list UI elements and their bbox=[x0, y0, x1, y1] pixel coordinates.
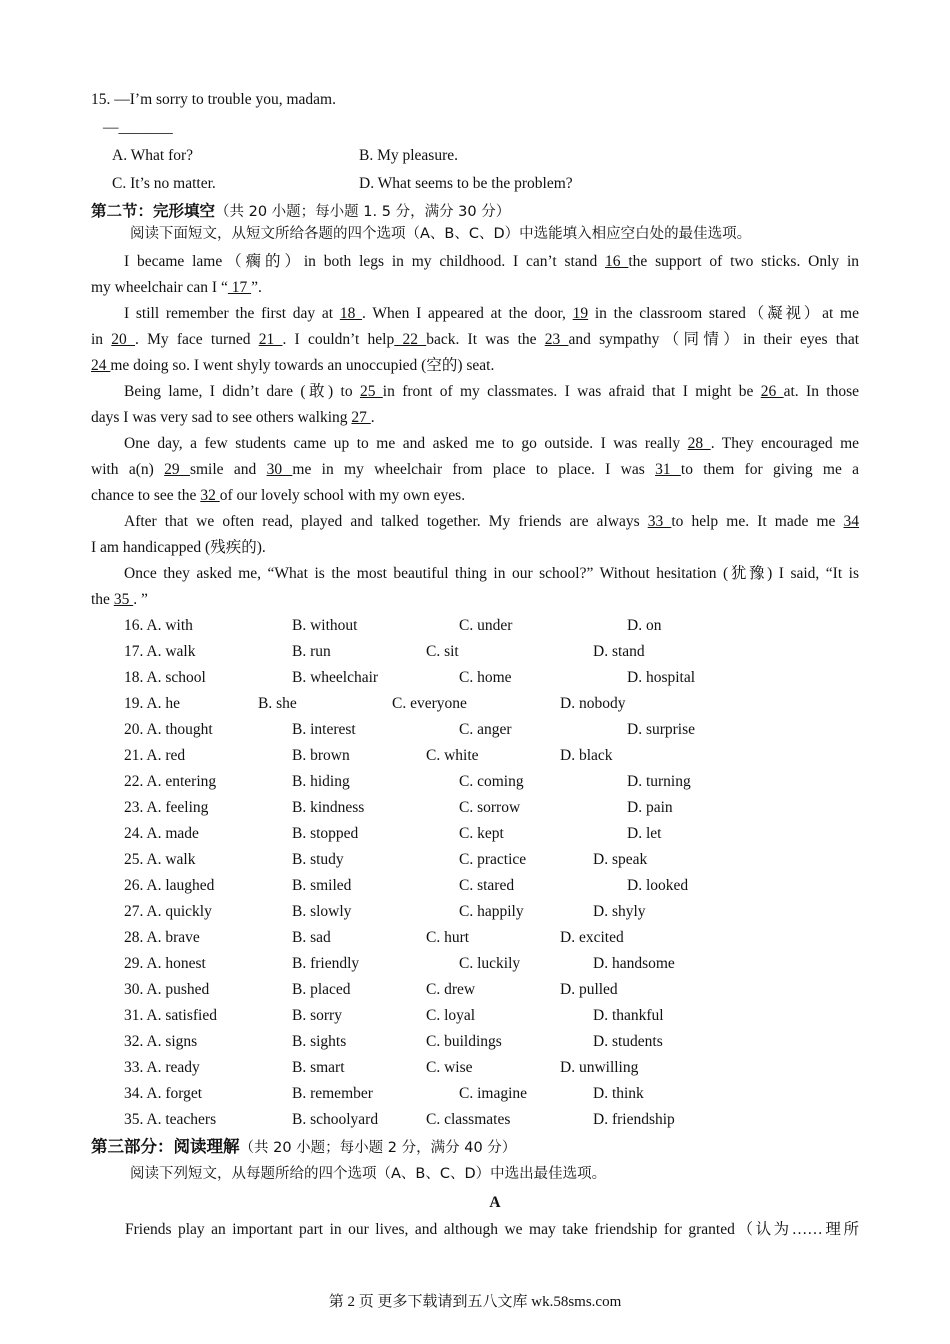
blank-33: 33 bbox=[647, 513, 672, 530]
option-30-c: C. drew bbox=[426, 981, 476, 998]
text: in the classroom stared（凝视）at me bbox=[588, 305, 859, 322]
option-17-b: B. run bbox=[292, 643, 331, 660]
option-29-a: 29. A. honest bbox=[124, 955, 206, 972]
option-34-d: D. think bbox=[593, 1085, 644, 1102]
option-17-d: D. stand bbox=[593, 643, 645, 660]
blank-19: 19 bbox=[572, 305, 589, 322]
text: the bbox=[91, 591, 114, 608]
option-29-c: C. luckily bbox=[459, 955, 521, 972]
blank-25: 25 bbox=[359, 383, 383, 400]
passage-a-heading: A bbox=[489, 1194, 501, 1211]
option-29-d: D. handsome bbox=[593, 955, 675, 972]
blank-31: 31 bbox=[655, 461, 681, 478]
option-24-d: D. let bbox=[627, 825, 662, 842]
option-21-b: B. brown bbox=[292, 747, 350, 764]
passage-p5-line1 bbox=[124, 512, 859, 532]
text: in bbox=[91, 331, 112, 348]
option-19-b: B. she bbox=[258, 695, 297, 712]
option-35-a: 35. A. teachers bbox=[124, 1111, 217, 1128]
option-22-a: 22. A. entering bbox=[124, 773, 217, 790]
text: me doing so. I went shyly towards an unoccupied (空的) seat. bbox=[110, 357, 495, 374]
option-27-d: D. shyly bbox=[593, 903, 646, 920]
option-25-d: D. speak bbox=[593, 851, 648, 868]
text: in front of my classmates. I was afraid that I might be bbox=[382, 383, 761, 400]
part3-header bbox=[91, 1137, 516, 1158]
option-28-a: 28. A. brave bbox=[124, 929, 200, 946]
option-16-a: 16. A. with bbox=[124, 617, 193, 634]
text: my wheelchair can I “ bbox=[91, 279, 228, 296]
blank-24: 24 bbox=[91, 357, 111, 374]
option-25-c: C. practice bbox=[459, 851, 527, 868]
text: . ” bbox=[133, 591, 148, 608]
passage-p4-line3 bbox=[91, 486, 465, 506]
option-20-c: C. anger bbox=[459, 721, 512, 738]
option-23-d: D. pain bbox=[627, 799, 673, 816]
option-35-c: C. classmates bbox=[426, 1111, 511, 1128]
option-33-b: B. smart bbox=[292, 1059, 345, 1076]
passage-p6-line1: Once they asked me, “What is the most beautiful thing in our school?” Without hesitation (犹豫) I said, “It is bbox=[124, 565, 859, 582]
option-27-c: C. happily bbox=[459, 903, 524, 920]
option-30-b: B. placed bbox=[292, 981, 351, 998]
option-19-c: C. everyone bbox=[392, 695, 467, 712]
text: . bbox=[370, 409, 375, 426]
option-28-b: B. sad bbox=[292, 929, 331, 946]
option-34-b: B. remember bbox=[292, 1085, 373, 1102]
text: of our lovely school with my own eyes. bbox=[219, 487, 466, 504]
text: I became lame（瘸的）in both legs in my childhood. I can’t stand bbox=[124, 253, 606, 270]
blank-32: 32 bbox=[200, 487, 220, 504]
section2-score: （共 20 小题；每小题 1. 5 分，满分 30 分） bbox=[215, 204, 511, 220]
blank-20: 20 bbox=[111, 331, 136, 348]
option-35-b: B. schoolyard bbox=[292, 1111, 379, 1128]
option-28-d: D. excited bbox=[560, 929, 624, 946]
text: I still remember the first day at bbox=[124, 305, 340, 322]
text: with a(n) bbox=[91, 461, 165, 478]
option-25-b: B. study bbox=[292, 851, 344, 868]
option-20-b: B. interest bbox=[292, 721, 356, 738]
option-18-d: D. hospital bbox=[627, 669, 696, 686]
option-22-b: B. hiding bbox=[292, 773, 350, 790]
blank-17: 17 bbox=[227, 279, 252, 296]
text: . When I appeared at the door, bbox=[362, 305, 573, 322]
passage-p6-line2 bbox=[91, 590, 148, 610]
option-32-b: B. sights bbox=[292, 1033, 347, 1050]
q15-option-a: A. What for? bbox=[112, 147, 194, 164]
q15-stem: 15. —I’m sorry to trouble you, madam. bbox=[91, 91, 336, 108]
blank-35: 35 bbox=[113, 591, 134, 608]
option-26-b: B. smiled bbox=[292, 877, 352, 894]
option-20-d: D. surprise bbox=[627, 721, 696, 738]
option-35-d: D. friendship bbox=[593, 1111, 675, 1128]
text: smile and bbox=[189, 461, 267, 478]
text: the support of two sticks. Only in bbox=[628, 253, 859, 270]
option-31-c: C. loyal bbox=[426, 1007, 476, 1024]
option-34-c: C. imagine bbox=[459, 1085, 528, 1102]
text: at. In those bbox=[783, 383, 860, 400]
passage-a-line1: Friends play an important part in our lives, and although we may take friendship for granted（认为……理所 bbox=[125, 1221, 859, 1238]
text: After that we often read, played and talked together. My friends are always bbox=[124, 513, 648, 530]
blank-18: 18 bbox=[339, 305, 363, 322]
option-20-a: 20. A. thought bbox=[124, 721, 213, 738]
part3-title: 第三部分：阅读理解 bbox=[91, 1137, 240, 1156]
passage-p1-line1 bbox=[124, 252, 859, 272]
option-19-a: 19. A. he bbox=[124, 695, 180, 712]
option-18-b: B. wheelchair bbox=[292, 669, 379, 686]
option-23-a: 23. A. feeling bbox=[124, 799, 209, 816]
text: . They encouraged me bbox=[710, 435, 860, 452]
option-26-c: C. stared bbox=[459, 877, 515, 894]
option-30-a: 30. A. pushed bbox=[124, 981, 210, 998]
option-30-d: D. pulled bbox=[560, 981, 618, 998]
passage-p2-line2 bbox=[91, 330, 859, 350]
blank-21: 21 bbox=[258, 331, 283, 348]
blank-29: 29 bbox=[164, 461, 190, 478]
option-25-a: 25. A. walk bbox=[124, 851, 196, 868]
option-32-a: 32. A. signs bbox=[124, 1033, 198, 1050]
text: to help me. It made me bbox=[671, 513, 844, 530]
section2-instruction: 阅读下面短文，从短文所给各题的四个选项（A、B、C、D）中选能填入相应空白处的最佳选项。 bbox=[130, 226, 752, 242]
option-31-d: D. thankful bbox=[593, 1007, 664, 1024]
option-31-a: 31. A. satisfied bbox=[124, 1007, 217, 1024]
option-17-c: C. sit bbox=[426, 643, 459, 660]
part3-instruction: 阅读下列短文，从每题所给的四个选项（A、B、C、D）中选出最佳选项。 bbox=[130, 1166, 607, 1182]
option-28-c: C. hurt bbox=[426, 929, 470, 946]
passage-p4-line1 bbox=[124, 434, 859, 454]
option-16-c: C. under bbox=[459, 617, 513, 634]
q15-option-d: D. What seems to be the problem? bbox=[359, 175, 573, 192]
option-27-a: 27. A. quickly bbox=[124, 903, 212, 920]
text: Being lame, I didn’t dare (敢) to bbox=[124, 383, 360, 400]
option-29-b: B. friendly bbox=[292, 955, 360, 972]
text: chance to see the bbox=[91, 487, 201, 504]
option-24-c: C. kept bbox=[459, 825, 504, 842]
page-footer: 第 2 页 更多下载请到五八文库 wk.58sms.com bbox=[328, 1294, 622, 1310]
option-34-a: 34. A. forget bbox=[124, 1085, 203, 1102]
option-26-a: 26. A. laughed bbox=[124, 877, 215, 894]
blank-16: 16 bbox=[605, 253, 629, 270]
option-33-a: 33. A. ready bbox=[124, 1059, 200, 1076]
passage-p3-line1 bbox=[124, 382, 859, 402]
passage-p1-line2 bbox=[91, 278, 262, 298]
option-27-b: B. slowly bbox=[292, 903, 352, 920]
passage-p4-line2 bbox=[91, 460, 859, 480]
option-23-c: C. sorrow bbox=[459, 799, 521, 816]
option-19-d: D. nobody bbox=[560, 695, 626, 712]
option-22-c: C. coming bbox=[459, 773, 524, 790]
option-16-d: D. on bbox=[627, 617, 662, 634]
blank-26: 26 bbox=[760, 383, 784, 400]
text: me in my wheelchair from place to place. I was bbox=[292, 461, 656, 478]
option-21-a: 21. A. red bbox=[124, 747, 186, 764]
blank-23: 23 bbox=[544, 331, 569, 348]
option-21-c: C. white bbox=[426, 747, 479, 764]
option-18-a: 18. A. school bbox=[124, 669, 206, 686]
option-24-b: B. stopped bbox=[292, 825, 359, 842]
blank-22: 22 bbox=[394, 331, 427, 348]
text: ”. bbox=[251, 279, 262, 296]
option-16-b: B. without bbox=[292, 617, 358, 634]
q15-option-b: B. My pleasure. bbox=[359, 147, 459, 164]
option-17-a: 17. A. walk bbox=[124, 643, 196, 660]
passage-p2-line3 bbox=[91, 356, 494, 376]
option-31-b: B. sorry bbox=[292, 1007, 342, 1024]
text: to them for giving me a bbox=[680, 461, 860, 478]
option-24-a: 24. A. made bbox=[124, 825, 199, 842]
blank-28: 28 bbox=[687, 435, 711, 452]
option-26-d: D. looked bbox=[627, 877, 689, 894]
q15-option-c: C. It’s no matter. bbox=[112, 175, 216, 192]
blank-27: 27 bbox=[351, 409, 371, 426]
text: . My face turned bbox=[135, 331, 259, 348]
text: days I was very sad to see others walking bbox=[91, 409, 352, 426]
option-33-d: D. unwilling bbox=[560, 1059, 639, 1076]
part3-score: （共 20 小题；每小题 2 分，满分 40 分） bbox=[239, 1140, 517, 1156]
blank-34: 34 bbox=[843, 513, 859, 530]
text: . I couldn’t help bbox=[282, 331, 395, 348]
option-32-c: C. buildings bbox=[426, 1033, 502, 1050]
text: back. It was the bbox=[426, 331, 545, 348]
option-23-b: B. kindness bbox=[292, 799, 365, 816]
option-33-c: C. wise bbox=[426, 1059, 473, 1076]
passage-p5-line2: I am handicapped (残疾的). bbox=[91, 539, 266, 556]
text: One day, a few students came up to me and asked me to go outside. I was really bbox=[124, 435, 688, 452]
section2-title: 第二节：完形填空 bbox=[91, 202, 216, 220]
passage-p2-line1 bbox=[124, 304, 859, 324]
option-32-d: D. students bbox=[593, 1033, 663, 1050]
passage-p3-line2 bbox=[91, 408, 375, 428]
option-21-d: D. black bbox=[560, 747, 613, 764]
option-18-c: C. home bbox=[459, 669, 512, 686]
option-22-d: D. turning bbox=[627, 773, 691, 790]
text: and sympathy（同情）in their eyes that bbox=[568, 331, 860, 348]
section2-header bbox=[91, 201, 510, 222]
blank-30: 30 bbox=[266, 461, 293, 478]
q15-reply: —_______ bbox=[103, 119, 173, 136]
